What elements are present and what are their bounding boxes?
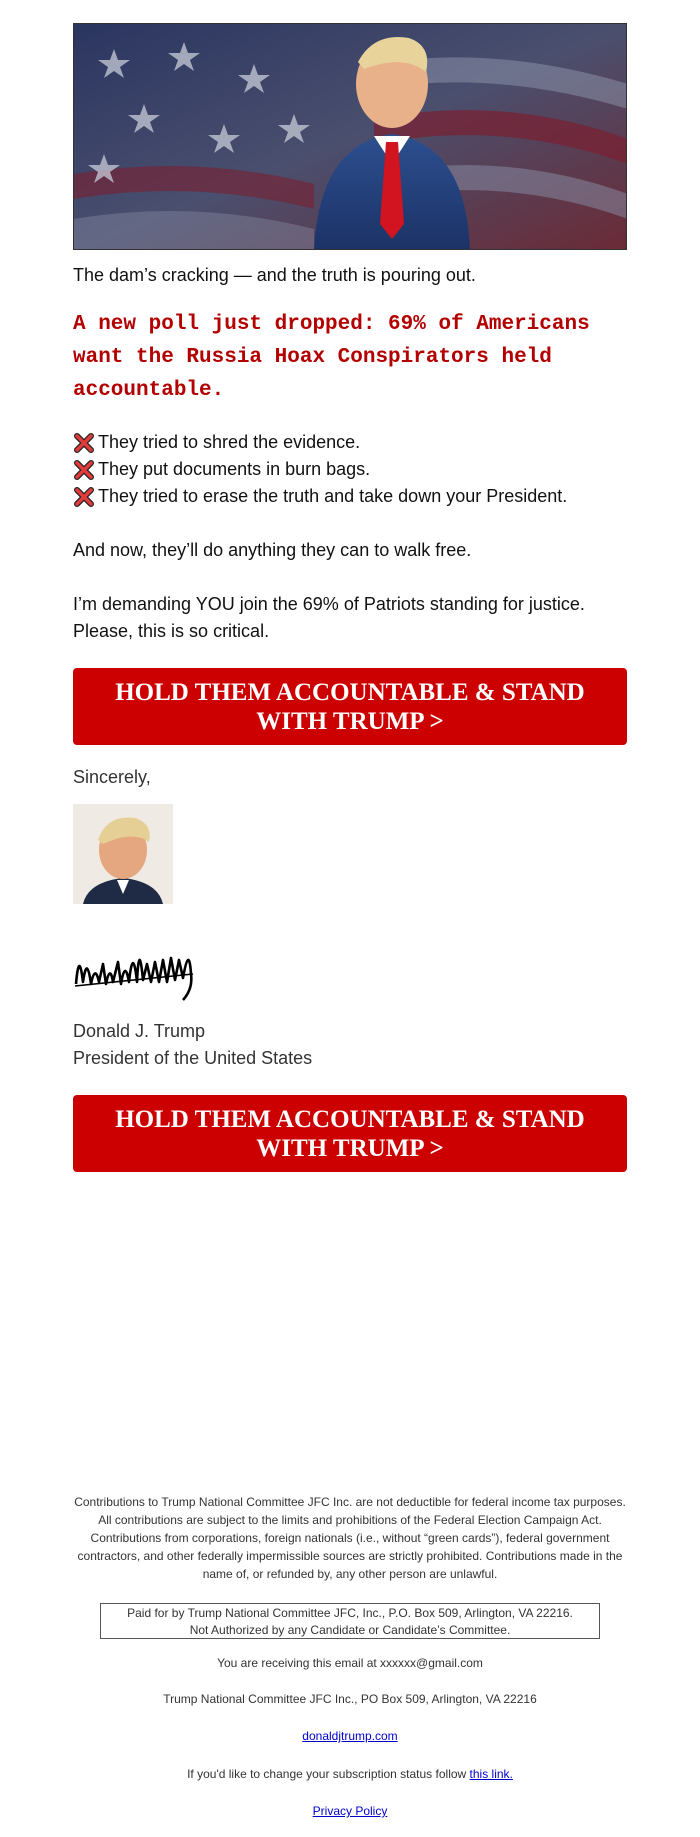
disclaimer-line: contractors, and other federally impermissible sources are strictly prohibited. Contributions made in the — [77, 1549, 623, 1563]
privacy-row — [0, 1804, 700, 1818]
site-link[interactable]: donaldjtrump.com — [302, 1729, 398, 1743]
donate-button[interactable] — [73, 1095, 627, 1172]
button-label-line: WITH TRUMP > — [256, 1135, 444, 1162]
walk-free-text: And now, they’ll do anything they can to walk free. — [73, 540, 472, 560]
button-label-line: HOLD THEM ACCOUNTABLE & STAND — [115, 679, 585, 706]
signature-image — [73, 934, 203, 1004]
bullet-text: They tried to shred the evidence. — [98, 432, 361, 452]
donate-button[interactable] — [73, 668, 627, 745]
subscription-link[interactable]: this link. — [469, 1767, 513, 1781]
disclaimer-line: Contributions from corporations, foreign nationals (i.e., without “green cards”), federal government — [90, 1531, 610, 1545]
disclaimer-line: name of, or refunded by, any other person are unlawful. — [202, 1567, 498, 1581]
subscription-row — [0, 1767, 700, 1781]
paid-for-line: Not Authorized by any Candidate or Candidate’s Committee. — [189, 1623, 511, 1637]
signer-name: Donald J. Trump — [73, 1021, 206, 1041]
demand-paragraph — [73, 591, 627, 645]
portrait-image — [73, 804, 173, 904]
list-item — [73, 483, 627, 510]
intro-text: The dam’s cracking — and the truth is pouring out. — [73, 265, 476, 285]
demand-line: I’m demanding YOU join the 69% of Patriots standing for justice. — [73, 594, 585, 614]
list-item — [73, 456, 627, 483]
list-item — [73, 429, 627, 456]
headline: A new poll just dropped: 69% of Americans want the Russia Hoax Conspirators held accountable. — [73, 313, 590, 402]
signer-title: President of the United States — [73, 1048, 313, 1068]
site-link-row — [0, 1729, 700, 1743]
button-label-line: WITH TRUMP > — [256, 708, 444, 735]
privacy-policy-link[interactable]: Privacy Policy — [312, 1804, 388, 1818]
red-x-icon — [73, 459, 95, 481]
disclaimer-line: All contributions are subject to the limits and prohibitions of the Federal Election Campaign Act. — [98, 1513, 602, 1527]
legal-disclaimer — [70, 1493, 630, 1583]
signer-portrait — [73, 804, 173, 904]
paid-for-line: Paid for by Trump National Committee JFC, Inc., P.O. Box 509, Arlington, VA 22216. — [127, 1606, 573, 1620]
mailing-address: Trump National Committee JFC Inc., PO Box 509, Arlington, VA 22216 — [163, 1692, 537, 1706]
red-x-icon — [73, 432, 95, 454]
signature — [73, 934, 203, 1004]
paid-for-box — [100, 1603, 600, 1639]
flag-portrait-image — [74, 24, 627, 250]
bullet-text: They tried to erase the truth and take down your President. — [98, 486, 568, 506]
hero-image — [73, 23, 627, 250]
closing-text: Sincerely, — [73, 767, 151, 787]
red-x-icon — [73, 486, 95, 508]
bullet-text: They put documents in burn bags. — [98, 459, 371, 479]
bullet-list — [73, 429, 627, 510]
disclaimer-line: Contributions to Trump National Committee JFC Inc. are not deductible for federal income tax purposes. — [74, 1495, 626, 1509]
button-label-line: HOLD THEM ACCOUNTABLE & STAND — [115, 1106, 585, 1133]
email-body — [73, 23, 627, 1172]
subscription-text: If you'd like to change your subscription status follow — [187, 1767, 470, 1781]
receiving-email-text: You are receiving this email at xxxxxx@gmail.com — [217, 1656, 483, 1670]
demand-line: Please, this is so critical. — [73, 621, 270, 641]
